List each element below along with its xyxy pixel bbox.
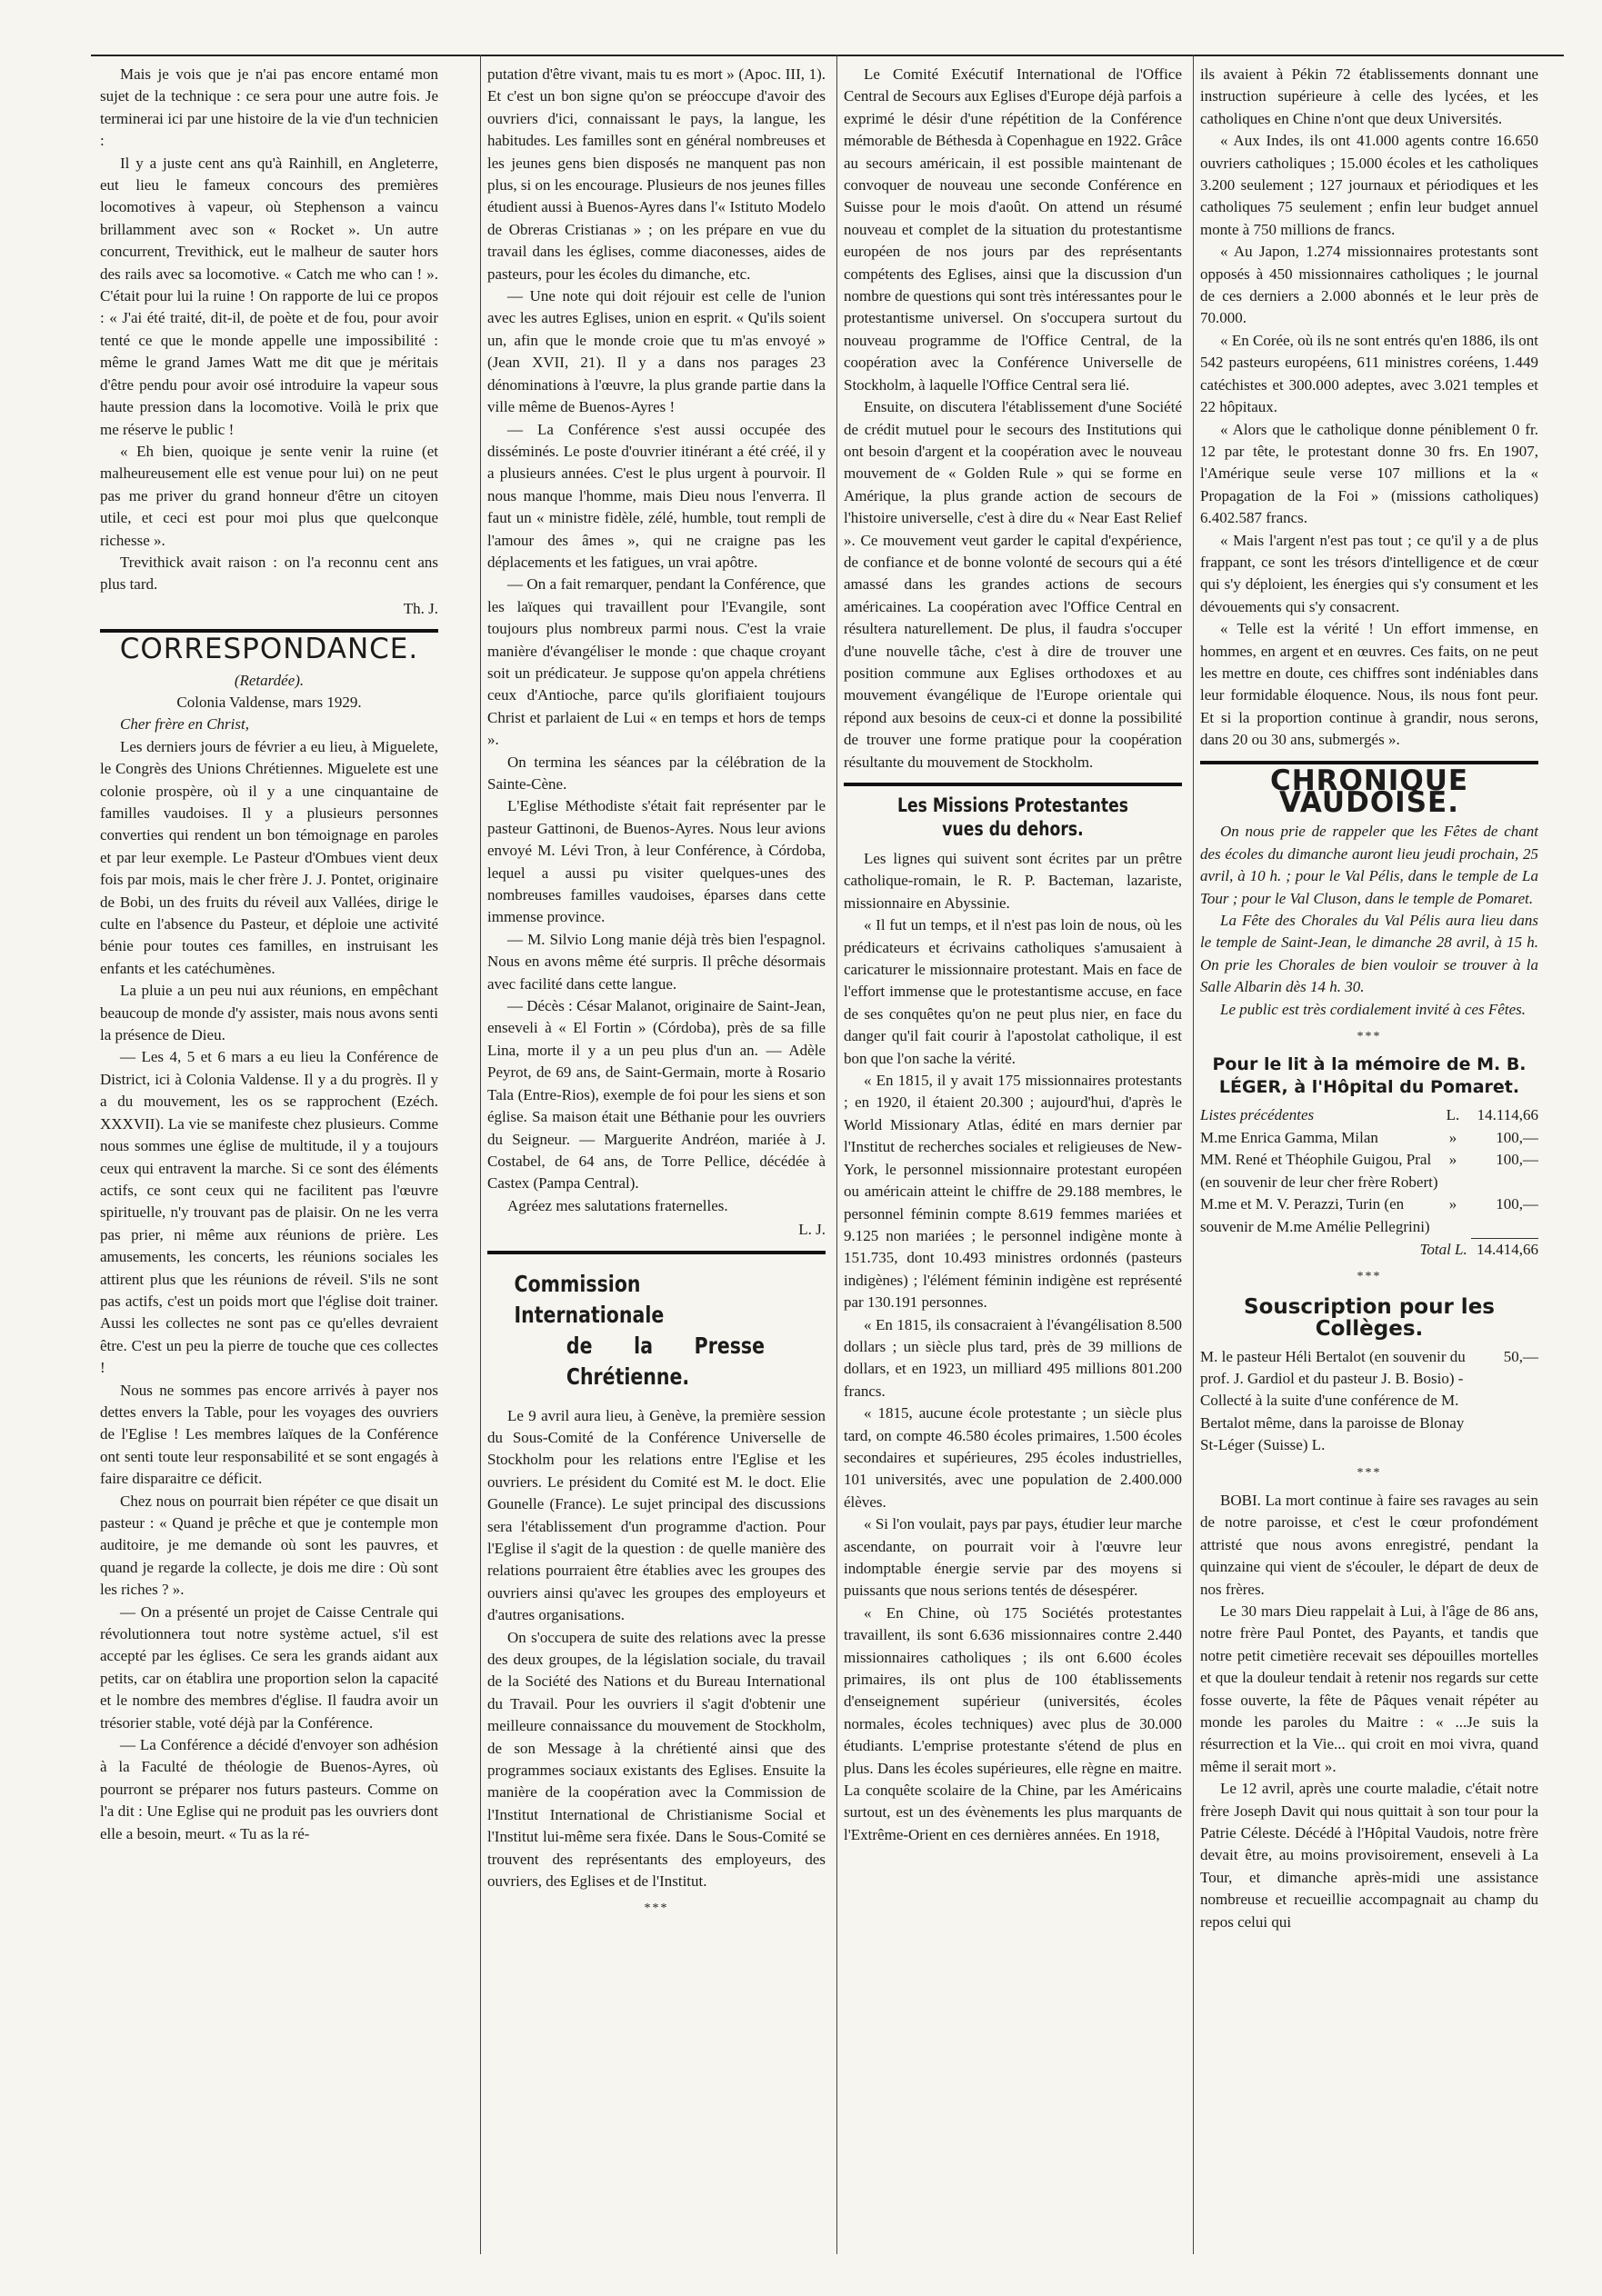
article-paragraph: Ensuite, on discutera l'établissement d'une Société de crédit mutuel pour le secours des Institutions qui ont besoin d'argent et la coopération avec le nouveau mouvement de « Golden Rule » qui se forme en Amérique, la plus grande action de secours de l'histoire universelle, c'est à dire du « Near East Relief ». Ce mouvement veut garder le capital d'expérience, de confiance et de bonne volonté de secours qui a été amassé dans les grandes actions de secours américaines. La coopération avec l'Office Central en résultera naturellement. De plus, il faudra s'occuper d'une nouvelle tâche, c'est à dire de trouver une position commune aux Eglises orthodoxes et au mouvement évangélique de l'Europe orientale qui répond aux besoins de ceux-ci et donne la possibilité de trouver une forme pratique pour la coopération résultante du mouvement de Stockholm. <box>844 398 1182 771</box>
donor-label: Listes précédentes <box>1200 1106 1315 1124</box>
article-paragraph: « En Chine, où 175 Sociétés protestantes travaillent, ils sont 6.636 missionnaires contre 2.440 missionnaires catholiques ; ils ont 6.600 écoles primaires, ils ont plus de 100 établissements d'enseignement supérieur (universités, écoles normales, écoles techniques) avec plus de 30.000 étudiants. L'emprise protestante s'étend de plus en plus. Dans les écoles supérieures, elle règne en maitre. La conquête scolaire de la Chine, par les Américains surtout, est un des évènements les plus marquants de l'Extrême-Orient en ces dernières années. En 1918, <box>844 1603 1182 1843</box>
section-title <box>487 1269 765 1393</box>
article-paragraph: — Une note qui doit réjouir est celle de l'union avec les autres Eglises, union en esprit. « Qu'ils soient un, afin que le monde croie que tu m'as envoyé » (Jean XVII, 21). Il y a dans nos parages 23 dénominations à l'œuvre, la plus grande partie dans la ville même de Buenos-Ayres ! <box>487 287 826 416</box>
section-title: Les Missions Protestantes vues du dehors. <box>896 794 1129 840</box>
article-paragraph: ils avaient à Pékin 72 établissements donnant une instruction supérieure à celle des lycées, et les catholiques en Chine n'ont que deux Universités. <box>1200 65 1538 127</box>
article-paragraph: Trevithick avait raison : on l'a reconnu cent ans plus tard. <box>100 553 438 594</box>
section-stars: *** <box>644 1902 669 1916</box>
column-1 <box>100 64 438 2281</box>
column-divider <box>836 55 837 2254</box>
article-paragraph: On s'occupera de suite des relations avec la presse des deux groupes, de la législation sociale, du travail de la Société des Nations et du Bureau International du Travail. Pour les ouvriers il s'agit d'obtenir une meilleure connaissance du mouvement de Stockholm, de son Message à la chrétienté ainsi que des programmes sociaux existants des Eglises. Ensuite la manière de la coopération avec la Commission de l'Institut International de Christianisme Social et l'Institut lui-même sera fixée. Dans le Sous-Comité se trouvent des représentants des employeurs, des ouvriers, des Eglises et de l'Institut. <box>487 1628 826 1891</box>
donation-total <box>1200 1238 1538 1261</box>
donation-amount: 50,— <box>1503 1347 1538 1365</box>
article-paragraph: Chez nous on pourrait bien répéter ce que disait un pasteur : « Quand je prêche et que je contemple mon auditoire, je me demande où sont les pauvres, et quand je regarde la collecte, je dois me dire : Où sont les riches ? ». <box>100 1492 438 1599</box>
article-paragraph: Mais je vois que je n'ai pas encore entamé mon sujet de la technique : ce sera pour une autre fois. Je terminerai ici par une histoire de la vie d'un technicien : <box>100 65 438 150</box>
section-title-line: de la Presse Chrétienne. <box>566 1332 766 1390</box>
total-amount: 14.414,66 <box>1471 1238 1538 1261</box>
article-paragraph: Les derniers jours de février a eu lieu, à Miguelete, le Congrès des Unions Chrétiennes. Miguelete est une colonie prospère, où il y a une cinquantaine de familles vaudoises. Il y a plusieurs personnes converties qui rendent un bon témoignage en paroles et par leur exemple. Le Pasteur d'Ombues vient deux fois par mois, mais le cher frère J. J. Pontet, originaire de Bobi, un des fruits du réveil aux Vallées, dirige le culte en l'absence du Pasteur, et déploie une activité bénie pour toutes ces familles, en instruisant les enfants et les catéchumènes. <box>100 737 438 977</box>
article-paragraph: Agréez mes salutations fraternelles. <box>507 1196 728 1214</box>
article-paragraph: — M. Silvio Long manie déjà très bien l'espagnol. Nous en avons même été surpris. Il prêche désormais avec facilité dans cette langue. <box>487 930 826 993</box>
donor-label: MM. René et Théophile Guigou, Pral (en souvenir de leur cher frère Robert) <box>1200 1151 1438 1191</box>
section-stars: *** <box>1357 1030 1382 1044</box>
article-paragraph: — La Conférence s'est aussi occupée des disséminés. Le poste d'ouvrier itinérant a été créé, il y a plusieurs années. C'est le plus urgent à pourvoir. Il nous manque l'homme, mais Dieu nous l'enverra. Il faut un « ministre fidèle, zélé, humble, tout rempli de l'amour des âmes », qui ne craigne pas les déplacements et les fatigues, un vrai apôtre. <box>487 420 826 571</box>
currency-mark: » <box>1448 1128 1457 1146</box>
column-2 <box>487 64 826 2281</box>
article-paragraph: « En 1815, ils consacraient à l'évangélisation 8.500 dollars ; un siècle plus tard, près de 39 millions de dollars, et en 1923, un milliard 495 millions 801.200 francs. <box>844 1315 1182 1400</box>
article-paragraph: On termina les séances par la célébration de la Sainte-Cène. <box>487 753 826 793</box>
article-paragraph: Le 9 avril aura lieu, à Genève, la première session du Sous-Comité de la Conférence Universelle de Stockholm pour les relations entre l'Eglise et les ouvriers. Le président du Comité est M. le doct. Elie Gounelle (France). Le sujet principal des discussions sera l'établissement d'un programme d'action. Pour l'Eglise il s'agit de la question : de quelle manière des relations pourraient être établies avec les groupes des ouvriers ainsi qu'avec les groupes des employeurs et d'autres organisations. <box>487 1406 826 1624</box>
announcement: La Fête des Chorales du Val Pélis aura lieu dans le temple de Saint-Jean, le dimanche 28 avril, à 15 h. On prie les Chorales de bien vouloir se trouver à la Salle Albarin dès 14 h. 30. <box>1200 912 1538 996</box>
list-item <box>1200 1193 1538 1238</box>
section-rule <box>1200 761 1538 764</box>
announcement: On nous prie de rappeler que les Fêtes de chant des écoles du dimanche auront lieu jeudi prochain, 25 avril, à 10 h. ; pour le Val Pélis, dans le temple de La Tour ; pour le Val Cluson, dans le temple de Pomaret. <box>1200 823 1538 907</box>
section-stars: *** <box>1357 1270 1382 1284</box>
subsection-title: Souscription pour les Collèges. <box>1244 1294 1495 1342</box>
donation-amount: 100,— <box>1496 1151 1538 1169</box>
section-rule <box>844 783 1182 786</box>
column-divider <box>480 55 481 2254</box>
article-paragraph: « 1815, aucune école protestante ; un siècle plus tard, on compte 46.580 écoles primaires, 1.500 écoles secondaires et supérieures, 295 écoles industrielles, 101 universités, avec une population de 2.400.000 élèves. <box>844 1404 1182 1511</box>
article-paragraph: — La Conférence a décidé d'envoyer son adhésion à la Faculté de théologie de Buenos-Ayres, où pourront se préparer nos futurs pasteurs. Comme on l'a dit : Une Eglise qui ne produit pas les ouvriers dont elle a besoin, meurt. « Tu as la ré- <box>100 1736 438 1842</box>
top-rule <box>91 55 1564 56</box>
section-title-line: Commission Internationale <box>514 1270 665 1328</box>
donation-amount: 100,— <box>1496 1128 1538 1146</box>
article-paragraph: — On a fait remarquer, pendant la Conférence, que les laïques qui travaillent pour l'Evangile, sont toujours plus nombreux parmi nous. C'est la vraie manière d'évangéliser le monde : que chaque croyant soit un prédicateur. Je suppose qu'on appela chrétiens ceux d'Antioche, parce qu'ils glorifiaient toujours Christ et parlaient de Lui « en temps et hors de temps ». <box>487 575 826 749</box>
article-signature: Th. J. <box>403 599 438 617</box>
column-4 <box>1200 64 1538 2281</box>
article-signature: L. J. <box>798 1221 826 1239</box>
donor-label: M.me Enrica Gamma, Milan <box>1200 1128 1378 1146</box>
article-paragraph: BOBI. La mort continue à faire ses ravages au sein de notre paroisse, et c'est le cœur profondément attristé que nous avons enregistré, pendant la quinzaine qui vient de s'écouler, le départ de deux de nos frères. <box>1200 1491 1538 1598</box>
article-paragraph: « Si l'on voulait, pays par pays, étudier leur marche ascendante, on pourrait voir à l'œuvre leur indomptable énergie servie par des moyens si puissants que nous serions tentés de désespérer. <box>844 1515 1182 1600</box>
article-paragraph: « En Corée, où ils ne sont entrés qu'en 1886, ils ont 542 pasteurs européens, 611 ministres coréens, 1.449 catéchistes et 300.000 adeptes, avec 3.021 temples et 22 hôpitaux. <box>1200 331 1538 416</box>
currency-mark: » <box>1448 1195 1457 1213</box>
article-paragraph: « Au Japon, 1.274 missionnaires protestants sont opposés à 450 missionnaires catholiques ; le journal de ces derniers a 2.000 abonnés et le leur près de 70.000. <box>1200 243 1538 327</box>
article-paragraph: Les lignes qui suivent sont écrites par un prêtre catholique-romain, le R. P. Bacteman, lazariste, missionnaire en Abyssinie. <box>844 850 1182 912</box>
section-title: CHRONIQUE VAUDOISE. <box>1269 764 1469 819</box>
donor-label: M. le pasteur Héli Bertalot (en souvenir du prof. J. Gardiol et du pasteur J. B. Bosio) - Collecté à la suite d'une conférence de M. Bertalot même, dans la paroisse de Blonay St-Léger (Suisse) L. <box>1200 1347 1466 1454</box>
article-paragraph: « Mais l'argent n'est pas tout ; ce qu'il y a de plus frappant, ce sont les trésors d'intelligence et de cœur qui s'y déploient, les énergies qui s'y consument et les dévouements qui s'y consacrent. <box>1200 531 1538 615</box>
article-paragraph: « Il fut un temps, et il n'est pas loin de nous, où les prédicateurs et écrivains catholiques s'amusaient à caricaturer le missionnaire protestant. Mais en face de l'effort immense que le protestantisme accuse, en face de ses conquêtes qu'on ne peut plus nier, en face du danger qu'il fait courir à l'apostolat catholique, il est bon que l'on sache la vérité. <box>844 916 1182 1067</box>
column-3 <box>844 64 1182 2281</box>
currency-mark: L. <box>1446 1106 1460 1124</box>
article-paragraph: — Les 4, 5 et 6 mars a eu lieu la Conférence de District, ici à Colonia Valdense. Il y a du progrès. Il y a du mouvement, les os se rapprochent (Ezéch. XXXVII). La vie se manifeste chez plusieurs. Comme nous sommes une église de multitude, il y a toujours ceux qui entravent la marche. Si ce sont des éléments actifs, ce sont ceux qui ne facilitent pas l'œuvre spirituelle, n'y trouvant pas de plaisir. On ne les verra pas prier, ni même aux réunions de prière. Les amusements, les concerts, les réunions sociales les attirent plus que les réunions de réveil. S'ils ne sont pas actifs, c'est un poids mort que l'église doit trainer. Aussi les collectes ne sont pas ce qu'elles devraient être. C'est un peu la pierre de touche que ces collectes ! <box>100 1048 438 1377</box>
section-subtitle: (Retardée). <box>234 671 305 689</box>
article-paragraph: « En 1815, il y avait 175 missionnaires protestants ; en 1920, il étaient 20.300 ; aujourd'hui, d'après le World Missionary Atlas, édité en mars dernier par l'Institut de recherches sociales et religieuses de New-York, le personnel missionnaire protestant européen ou américain atteint le chiffre de 29.188 membres, le personnel féminin compte 8.619 femmes mariées et 9.125 non mariées ; le personnel indigène monte à 151.735, dont 10.493 ministres ordonnés (pasteurs indigènes) ; l'élément féminin indigène est représenté par 130.191 personnes. <box>844 1072 1182 1312</box>
list-item <box>1200 1149 1538 1193</box>
article-paragraph: Il y a juste cent ans qu'à Rainhill, en Angleterre, eut lieu le fameux concours des premières locomotives à vapeur, où Stephenson a vaincu brillamment avec son « Rocket ». Un autre concurrent, Trevithick, eut le malheur de sauter hors des rails avec sa locomotive. « Catch me who can ! ». C'était pour lui la ruine ! On rapporte de lui ce propos : « J'ai été traité, dit-il, de poète et de fou, pour avoir tenté ce que le monde appelle une impossibilité : même le grand James Watt me dit que je méritais d'être pendu pour avoir osé introduire la vapeur sous haute pression dans la locomotive. Voilà le prix que me réserve le public ! <box>100 154 438 438</box>
article-paragraph: « Aux Indes, ils ont 41.000 agents contre 16.650 ouvriers catholiques ; 15.000 écoles et les catholiques 3.200 seulement ; 127 journaux et périodiques et les catholiques 75 seulement ; enfin leur budget annuel monte à 750 millions de francs. <box>1200 132 1538 238</box>
subsection-title: Pour le lit à la mémoire de M. B. LÉGER, à l'Hôpital du Pomaret. <box>1212 1054 1527 1098</box>
article-paragraph: Le Comité Exécutif International de l'Office Central de Secours aux Eglises d'Europe déjà parfois a exprimé le désir d'une répétition de la Conférence mémorable de Béthesda à Copenhague en 1922. Grâce au secours américain, il est possible maintenant de convoquer de nouveau une seconde Conférence en Suisse pour le mois d'août. On attend un résumé nouveau et complet de la situation du protestantisme européen de nos jours par des représentants compétents des Eglises, ainsi que la discussion d'un nombre de questions qui sont très intéressantes pour le protestantisme universel. On s'occupera surtout du nouveau programme de l'Office Central, de la coopération avec la Conférence Universelle de Stockholm, à laquelle l'Office Central sera lié. <box>844 65 1182 394</box>
article-paragraph: « Alors que le catholique donne péniblement 0 fr. 12 par tête, le protestant donne 30 frs. En 1907, l'Amérique seule verse 107 millions et la « Propagation de la Foi » (missions catholiques) 6.402.587 francs. <box>1200 420 1538 527</box>
column-divider <box>1193 55 1194 2254</box>
letter-place-date: Colonia Valdense, mars 1929. <box>176 693 362 711</box>
article-paragraph: Le 30 mars Dieu rappelait à Lui, à l'âge de 86 ans, notre frère Paul Pontet, des Payants, et tandis que notre petit cimetière recevait ses dépouilles mortelles et que la douleur tendait à retenir nos regards sur cette fosse ouverte, la fête de Pâques venait répéter au monde les paroles du Maitre : « ...Je suis la résurrection et la Vie... qui croit en moi vivra, quand même il serait mort ». <box>1200 1602 1538 1775</box>
list-item <box>1200 1346 1538 1457</box>
letter-salutation: Cher frère en Christ, <box>120 715 249 734</box>
article-paragraph: putation d'être vivant, mais tu es mort » (Apoc. III, 1). Et c'est un bon signe qu'on se préoccupe d'avoir des ouvriers d'ici, connaissant le pays, la langue, les habitudes. Les familles sont en général nombreuses et les jeunes gens bien disposés ne manquent pas non plus, si on les encourage. Plusieurs de nos jeunes filles étudient aussi à Buenos-Ayres dans l'« Istituto Modelo de Obreras Cristianas » ; on les prépare en vue du travail dans les églises, comme diaconesses, aides de pasteurs, pour les écoles du dimanche, etc. <box>487 65 826 283</box>
list-item <box>1200 1127 1538 1149</box>
article-paragraph: Nous ne sommes pas encore arrivés à payer nos dettes envers la Table, pour les voyages des ouvriers de l'Eglise ! Les membres laïques de la Conférence ont senti toute leur responsabilité et se sont engagés à faire disparaitre ce déficit. <box>100 1381 438 1488</box>
article-paragraph: La pluie a un peu nui aux réunions, en empêchant beaucoup de monde d'y assister, mais nous avons senti la présence de Dieu. <box>100 982 438 1044</box>
donation-amount: 100,— <box>1496 1195 1538 1213</box>
section-stars: *** <box>1357 1465 1382 1480</box>
currency-mark: » <box>1448 1151 1457 1169</box>
article-paragraph: — Décès : César Malanot, originaire de Saint-Jean, enseveli à « El Fortin » (Córdoba), près de sa fille Lina, morte il y a un peu plus d'un an. — Adèle Peyrot, de 69 ans, de Saint-Germain, morte à Rosario Tala (Entre-Rios), exemple de foi pour les siens et son église. Sa maison était une Béthanie pour les ouvriers du Seigneur. — Marguerite Andréon, mariée à J. Costabel, de 64 ans, de Torre Pellice, décédée à Castex (Pampa Central). <box>487 997 826 1193</box>
article-paragraph: « Telle est la vérité ! Un effort immense, en hommes, en argent et en œuvres. Ces faits, on ne peut les mettre en doute, ces chiffres sont indéniables dans leur formidable éloquence. Nous, ils nous font peur. Et si la proportion continue à grandir, nous serons, dans 20 ou 30 ans, submergés ». <box>1200 620 1538 749</box>
list-item <box>1200 1104 1538 1126</box>
donor-label: M.me et M. V. Perazzi, Turin (en souvenir de M.me Amélie Pellegrini) <box>1200 1195 1430 1235</box>
total-label: Total L. <box>1419 1240 1467 1258</box>
article-paragraph: L'Eglise Méthodiste s'était fait représenter par le pasteur Gattinoni, de Buenos-Ayres. Nous leur avions envoyé M. Lévi Tron, à leur Conférence, à Córdoba, lequel a aussi pu visiter quelques-unes des nombreuses familles vaudoises, éparses dans cette immense province. <box>487 797 826 926</box>
article-paragraph: Le 12 avril, après une courte maladie, c'était notre frère Joseph Davit qui nous quittait à son tour pour la Patrie Céleste. Décédé à l'Hôpital Vaudois, notre frère devait être, au moins provisoirement, enseveli à La Tour, et dimanche après-midi une assistance nombreuse et recueillie accompagnait au champ du repos celui qui <box>1200 1780 1538 1931</box>
announcement: Le public est très cordialement invité à ces Fêtes. <box>1220 1000 1526 1018</box>
donation-list <box>1200 1104 1538 1261</box>
section-rule <box>487 1251 826 1254</box>
donation-amount: 14.114,66 <box>1477 1106 1538 1124</box>
article-paragraph: « Eh bien, quoique je sente venir la ruine (et malheureusement elle est venue pour lui) on ne peut pas me priver du grand honneur d'être un citoyen utile, et ceci est pour moi plus que quelconque richesse ». <box>100 442 438 549</box>
article-paragraph: — On a présenté un projet de Caisse Centrale qui révolutionnera tout notre système actuel, s'il est accepté par les églises. Ce sera les grands aidant aux petits, car on établira une proportion selon la capacité et le nombre des membres d'église. Il faudra avoir un trésorier stable, voté déjà par la Conférence. <box>100 1602 438 1732</box>
section-title: CORRESPONDANCE. <box>119 633 419 666</box>
